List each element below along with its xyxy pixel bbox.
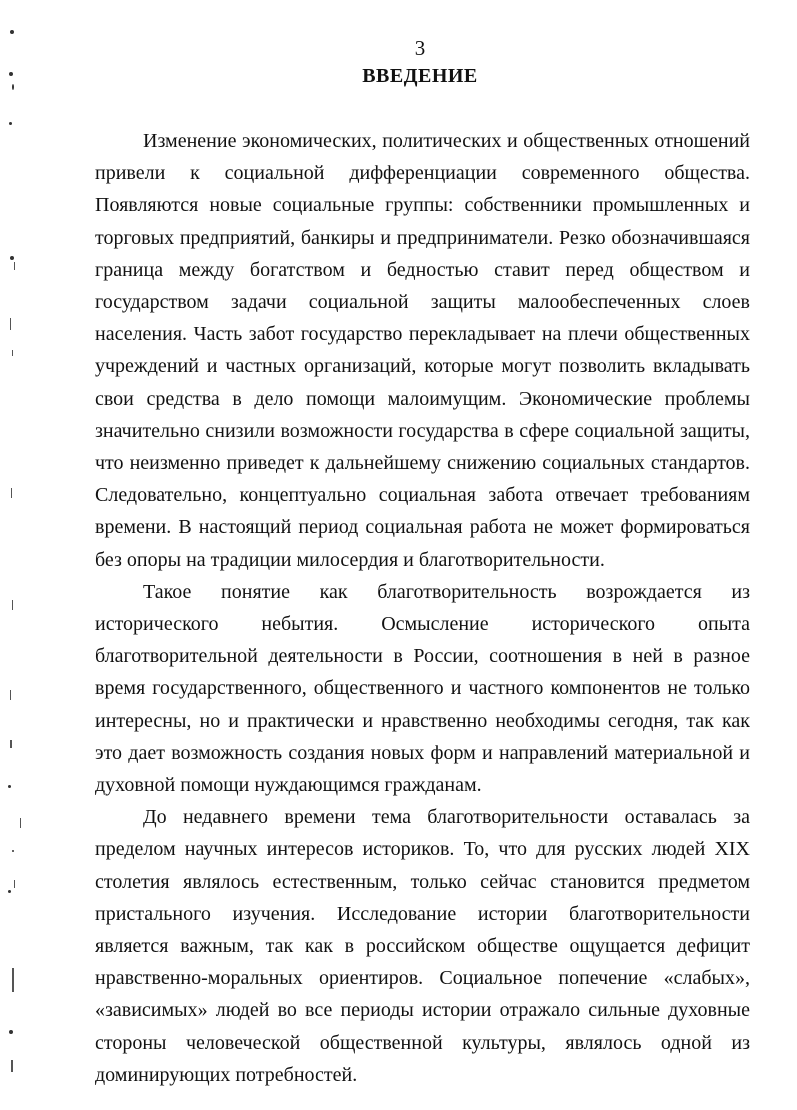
paragraph: Такое понятие как благотворительность возрождается из исторического небытия. Осмысление исторического опыта благотворительной деятельности в России, соотношения в ней в разное время государственного, общественного и частного компонентов не только интересны, но и практически и нравственно необходимы сегодня, так как это дает возможность создания новых форм и направлений материальной и духовной помощи нуждающимся гражданам. — [95, 580, 750, 797]
scan-mark — [20, 818, 21, 828]
scan-mark — [12, 600, 13, 610]
scan-speck — [12, 850, 14, 852]
scan-speck — [10, 256, 14, 260]
scan-speck — [10, 30, 14, 34]
paragraph: Изменение экономических, политических и общественных отношений привели к социальной дифференциации современного общества. Появляются новые социальные группы: собственники промышленных и торговых предприятий, банкиры и предприниматели. Резко обозначившаяся граница между богатством и бедностью ставит перед обществом и государством задачи социальной защиты малообеспеченных слоев населения. Часть забот государство перекладывает на плечи общественных учреждений и частных организаций, которые могут позволить вкладывать свои средства в дело помощи малоимущим. Экономические проблемы значительно снизили возможности государства в сфере социальной защиты, что неизменно приведет к дальнейшему снижению социальных стандартов. Следовательно, концептуально социальная забота отвечает требованиям времени. В настоящий период социальная работа не может формироваться без опоры на традиции милосердия и благотворительности. — [95, 130, 750, 571]
body-text — [95, 125, 750, 1091]
scan-speck — [9, 1030, 13, 1034]
page-number: 3 — [414, 36, 426, 60]
scan-mark — [14, 262, 15, 270]
scan-mark — [10, 318, 11, 330]
scan-speck — [8, 785, 11, 788]
scan-mark — [11, 488, 12, 498]
scan-mark — [14, 880, 15, 888]
scan-speck — [9, 122, 12, 125]
scan-mark — [12, 350, 13, 356]
scan-mark — [11, 1060, 13, 1072]
scan-speck — [8, 890, 11, 893]
scan-mark — [12, 968, 14, 992]
scan-mark — [10, 740, 12, 748]
paragraph: До недавнего времени тема благотворительности оставалась за пределом научных интересов историков. То, что для русских людей XIX столетия являлось естественным, только сейчас становится предметом пристального изучения. Исследование истории благотворительности является важным, так как в российском обществе ощущается дефицит нравственно-моральных ориентиров. Социальное попечение «слабых», «зависимых» людей во все периоды истории отражало сильные духовные стороны человеческой общественной культуры, являлось одной из доминирующих потребностей. — [95, 806, 750, 1086]
scan-mark — [10, 690, 11, 700]
page-title: ВВЕДЕНИЕ — [362, 65, 478, 87]
